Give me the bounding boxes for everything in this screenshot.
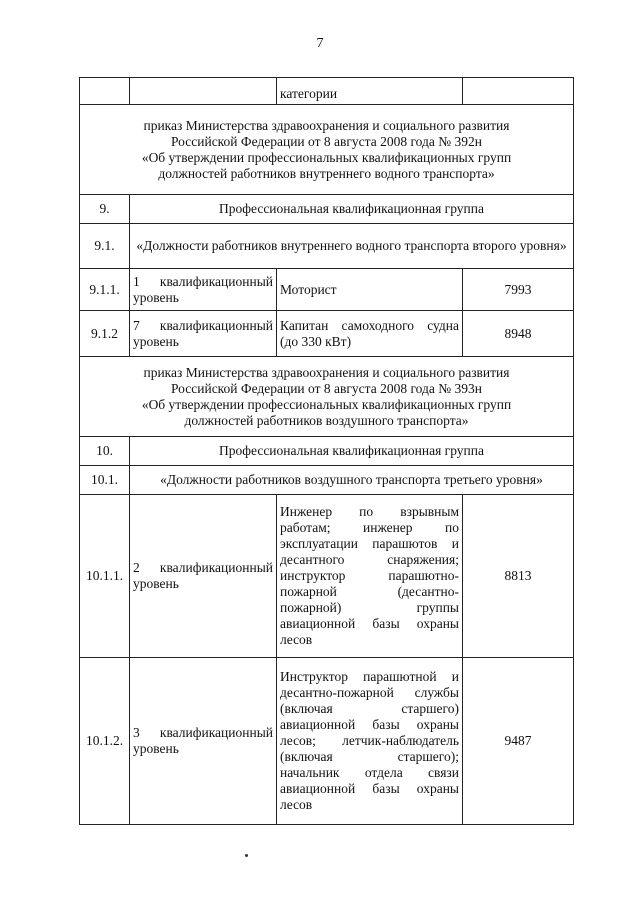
group-title: Профессиональная квалификационная группа <box>130 437 574 466</box>
order-392-line1: приказ Министерства здравоохранения и социального развития <box>143 117 510 133</box>
order-392-line4: должностей работников внутреннего водного транспорта» <box>158 165 495 181</box>
table-row-subgroup-10-1 <box>80 466 574 495</box>
order-392-line2: Российской Федерации от 8 августа 2008 года № 392н <box>171 133 482 149</box>
order-392-line3: «Об утверждении профессиональных квалификационных групп <box>141 149 512 165</box>
scan-speck <box>245 854 248 857</box>
order-393-line3: «Об утверждении профессиональных квалификационных групп <box>141 396 512 412</box>
qualification-level: 2 квалификационный уровень <box>130 495 277 658</box>
position-names: Инженер по взрывным работам; инженер по эксплуатации парашютов и десантного снаряжения; инструктор парашютно-пожарной (десантно-пожарной) группы авиационной базы охраны лесов <box>277 495 463 658</box>
cell-empty <box>130 78 277 105</box>
row-number: 10. <box>80 437 130 466</box>
qualification-level: 3 квалификационный уровень <box>130 658 277 825</box>
table-row-group-10 <box>80 437 574 466</box>
position-names: Капитан самоходного судна (до 330 кВт) <box>277 311 463 357</box>
group-title: Профессиональная квалификационная группа <box>130 195 574 224</box>
qualification-level: 7 квалификационный уровень <box>130 311 277 357</box>
row-number: 9.1.1. <box>80 269 130 311</box>
table-row-9-1-1 <box>80 269 574 311</box>
table-row-subgroup-9-1 <box>80 224 574 269</box>
table-row-continuation <box>80 78 574 105</box>
subgroup-title: «Должности работников внутреннего водного транспорта второго уровня» <box>130 224 574 269</box>
row-number: 10.1. <box>80 466 130 495</box>
row-number: 9. <box>80 195 130 224</box>
cell-empty <box>80 78 130 105</box>
salary-value: 8948 <box>463 311 574 357</box>
table-row-10-1-2 <box>80 658 574 825</box>
order-393-line1: приказ Министерства здравоохранения и социального развития <box>143 364 510 380</box>
qualification-level: 1 квалификационный уровень <box>130 269 277 311</box>
row-number: 9.1. <box>80 224 130 269</box>
cell-category: категории <box>277 78 463 105</box>
table-row-9-1-2 <box>80 311 574 357</box>
page-number: 7 <box>316 36 324 51</box>
salary-value: 8813 <box>463 495 574 658</box>
salary-value: 9487 <box>463 658 574 825</box>
row-number: 10.1.2. <box>80 658 130 825</box>
table-row-order-393 <box>80 357 574 437</box>
position-names: Инструктор парашютной и десантно-пожарной службы (включая старшего) авиационной базы охраны лесов; летчик-наблюдатель (включая старшего); начальник отдела связи авиационной базы охраны лесов <box>277 658 463 825</box>
salary-value: 7993 <box>463 269 574 311</box>
cell-empty <box>463 78 574 105</box>
order-393-cell <box>80 357 574 437</box>
order-392-cell <box>80 105 574 195</box>
row-number: 9.1.2 <box>80 311 130 357</box>
table-row-group-9 <box>80 195 574 224</box>
order-393-line4: должностей работников воздушного транспорта» <box>184 412 469 428</box>
qualification-table <box>79 77 574 825</box>
table-row-10-1-1 <box>80 495 574 658</box>
position-names: Моторист <box>277 269 463 311</box>
order-393-line2: Российской Федерации от 8 августа 2008 года № 393н <box>171 380 482 396</box>
table-row-order-392 <box>80 105 574 195</box>
subgroup-title: «Должности работников воздушного транспорта третьего уровня» <box>130 466 574 495</box>
row-number: 10.1.1. <box>80 495 130 658</box>
